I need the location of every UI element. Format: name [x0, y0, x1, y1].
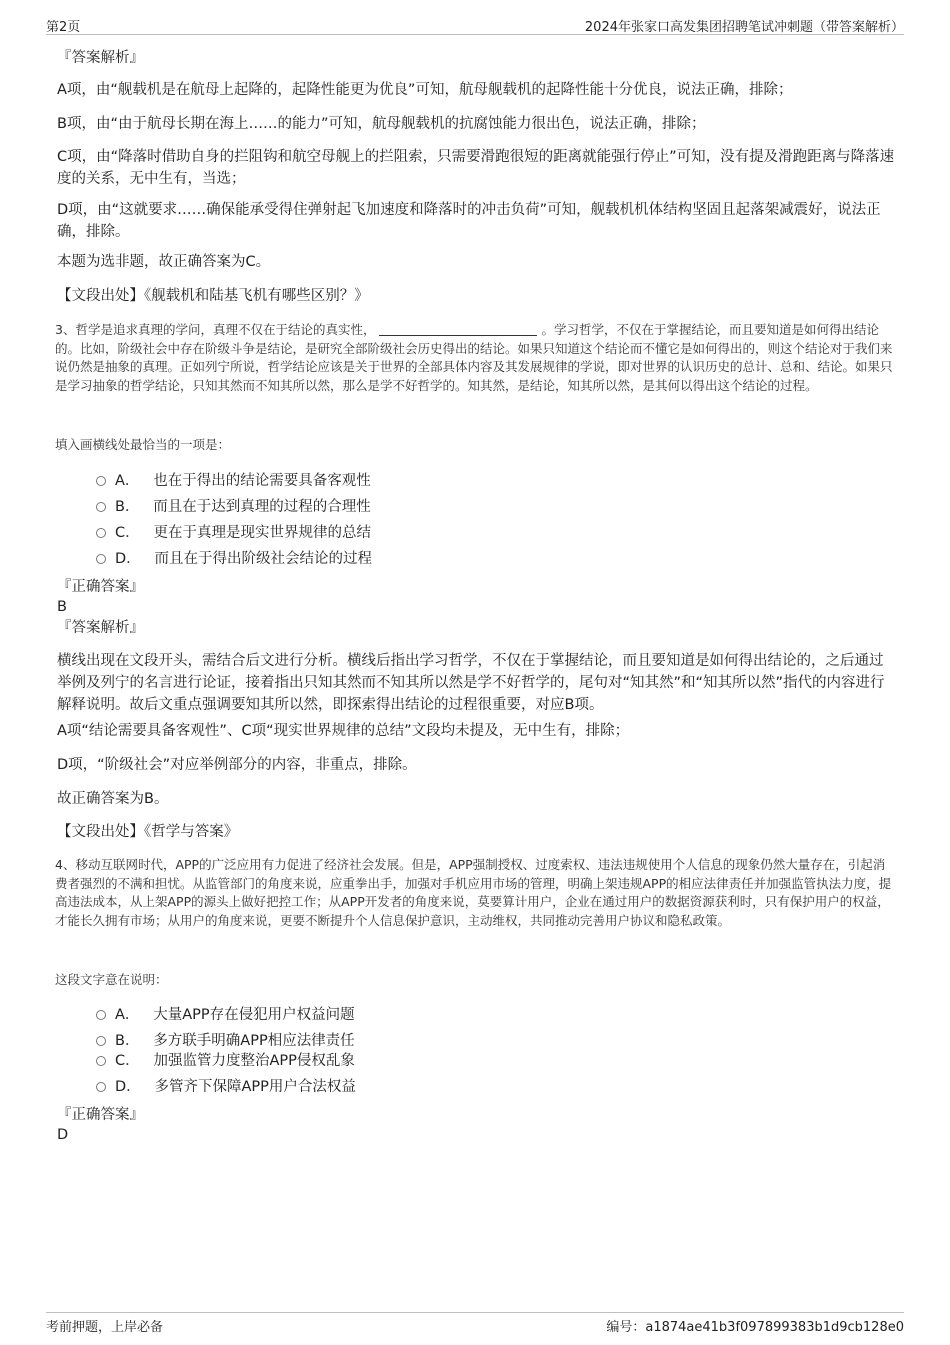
q3-stem-before: 3、哲学是追求真理的学问，真理不仅在于结论的真实性，	[55, 322, 376, 337]
q3-source: 【文段出处】《哲学与答案》	[57, 824, 239, 840]
page-number: 第2页	[46, 20, 81, 35]
q3-option-c[interactable]: C． 更在于真理是现实世界规律的总结	[96, 523, 371, 543]
q2-conclusion: 本题为选非题，故正确答案为C。	[57, 254, 271, 270]
q4-answer-label: 『正确答案』	[57, 1107, 144, 1123]
q4-option-a[interactable]: A． 大量APP存在侵犯用户权益问题	[96, 1005, 355, 1025]
page-header	[46, 14, 904, 35]
fill-blank-line	[379, 321, 537, 336]
q2-analysis-a: A项，由“舰载机是在航母上起降的，起降性能更为优良”可知，航母舰载机的起降性能十分优良，说法正确，排除；	[57, 82, 793, 98]
radio-icon[interactable]	[96, 1010, 106, 1020]
q2-analysis-c: C项，由“降落时借助自身的拦阻钩和航空母舰上的拦阻索，只需要滑跑很短的距离就能强行停止”可知，没有提及滑跑距离与降落速度的关系，无中生有，当选；	[57, 149, 895, 187]
q4-prompt: 这段文字意在说明：	[55, 972, 168, 987]
radio-icon[interactable]	[96, 1036, 106, 1046]
q2-analysis-label: 『答案解析』	[57, 50, 144, 66]
q2-analysis-b: B项，由“由于航母长期在海上……的能力”可知，航母舰载机的抗腐蚀能力很出色，说法正确，排除；	[57, 116, 706, 132]
radio-icon[interactable]	[96, 528, 106, 538]
q2-analysis-d: D项，由“这就要求……确保能承受得住弹射起飞加速度和降落时的冲击负荷”可知，舰载机机体结构坚固且起落架减震好，说法正确，排除。	[57, 202, 881, 240]
radio-icon[interactable]	[96, 502, 106, 512]
q3-stem	[55, 321, 895, 395]
q3-option-b[interactable]: B． 而且在于达到真理的过程的合理性	[96, 497, 371, 517]
radio-icon[interactable]	[96, 1056, 106, 1066]
page-footer	[46, 1312, 904, 1337]
q3-analysis-ac: A项“结论需要具备客观性”、C项“现实世界规律的总结”文段均未提及，无中生有，排除；	[57, 723, 630, 739]
q3-analysis-label: 『答案解析』	[57, 620, 144, 636]
document-title: 2024年张家口高发集团招聘笔试冲刺题（带答案解析）	[584, 20, 904, 35]
q3-analysis-main: 横线出现在文段开头，需结合后文进行分析。横线后指出学习哲学，不仅在于掌握结论，而且要知道是如何得出结论的，之后通过举例及列宁的名言进行论证，接着指出只知其然而不知其所以然是学不好哲学的，尾句对“知其然”和“知其所以然”指代的内容进行解释说明。故后文重点强调要知其所以然，即探索得出结论的过程很重要，对应B项。	[57, 653, 885, 713]
q4-answer: D	[57, 1127, 69, 1143]
footer-slogan: 考前押题，上岸必备	[46, 1320, 164, 1335]
q3-analysis-d: D项，“阶级社会”对应举例部分的内容，非重点，排除。	[57, 757, 417, 773]
q2-source: 【文段出处】《舰载机和陆基飞机有哪些区别？》	[57, 288, 369, 304]
q4-option-b[interactable]: B． 多方联手明确APP相应法律责任	[96, 1031, 355, 1051]
document-id: 编号：a1874ae41b3f097899383b1d9cb128e0	[606, 1320, 904, 1335]
q3-conclusion: 故正确答案为B。	[57, 791, 169, 807]
q3-answer-label: 『正确答案』	[57, 579, 144, 595]
q4-stem: 4、移动互联网时代，APP的广泛应用有力促进了经济社会发展。但是，APP强制授权、过度索权、违法违规使用个人信息的现象仍然大量存在，引起消费者强烈的不满和担忧。从监管部门的角度来说，应重拳出手，加强对手机应用市场的管理，明确上架违规APP的相应法律责任并加强监管执法力度，提高违法成本，从上架APP的源头上做好把控工作；从APP开发者的角度来说，莫要算计用户，企业在通过用户的数据资源获利时，只有保护用户的权益，才能长久拥有市场；从用户的角度来说，更要不断提升个人信息保护意识，主动维权，共同推动完善用户协议和隐私政策。	[55, 857, 892, 928]
q3-answer: B	[57, 599, 67, 615]
radio-icon[interactable]	[96, 554, 106, 564]
q3-prompt: 填入画横线处最恰当的一项是：	[55, 437, 231, 452]
radio-icon[interactable]	[96, 476, 106, 486]
q3-option-d[interactable]: D． 而且在于得出阶级社会结论的过程	[96, 549, 372, 569]
q4-option-c[interactable]: C． 加强监管力度整治APP侵权乱象	[96, 1051, 355, 1071]
q3-option-a[interactable]: A． 也在于得出的结论需要具备客观性	[96, 471, 371, 491]
q4-option-d[interactable]: D． 多管齐下保障APP用户合法权益	[96, 1077, 356, 1097]
radio-icon[interactable]	[96, 1082, 106, 1092]
q3-stem-after: 。学习哲学，不仅在于掌握结论，而且要知道是如何得出结论的。比如，阶级社会中存在阶级斗争是结论，是研究全部阶级社会历史得出的结论。如果只知道这个结论而不懂它是如何得出的，则这个结论对于我们来说仍然是抽象的真理。正如列宁所说，哲学结论应该是关于世界的全部具体内容及其发展规律的学说，即对世界的认识历史的总计、总和、结论。如果只是学习抽象的哲学结论，只知其然而不知其所以然，那么是学不好哲学的。知其然，是结论，知其所以然，是其何以得出这个结论的过程。	[55, 322, 893, 393]
